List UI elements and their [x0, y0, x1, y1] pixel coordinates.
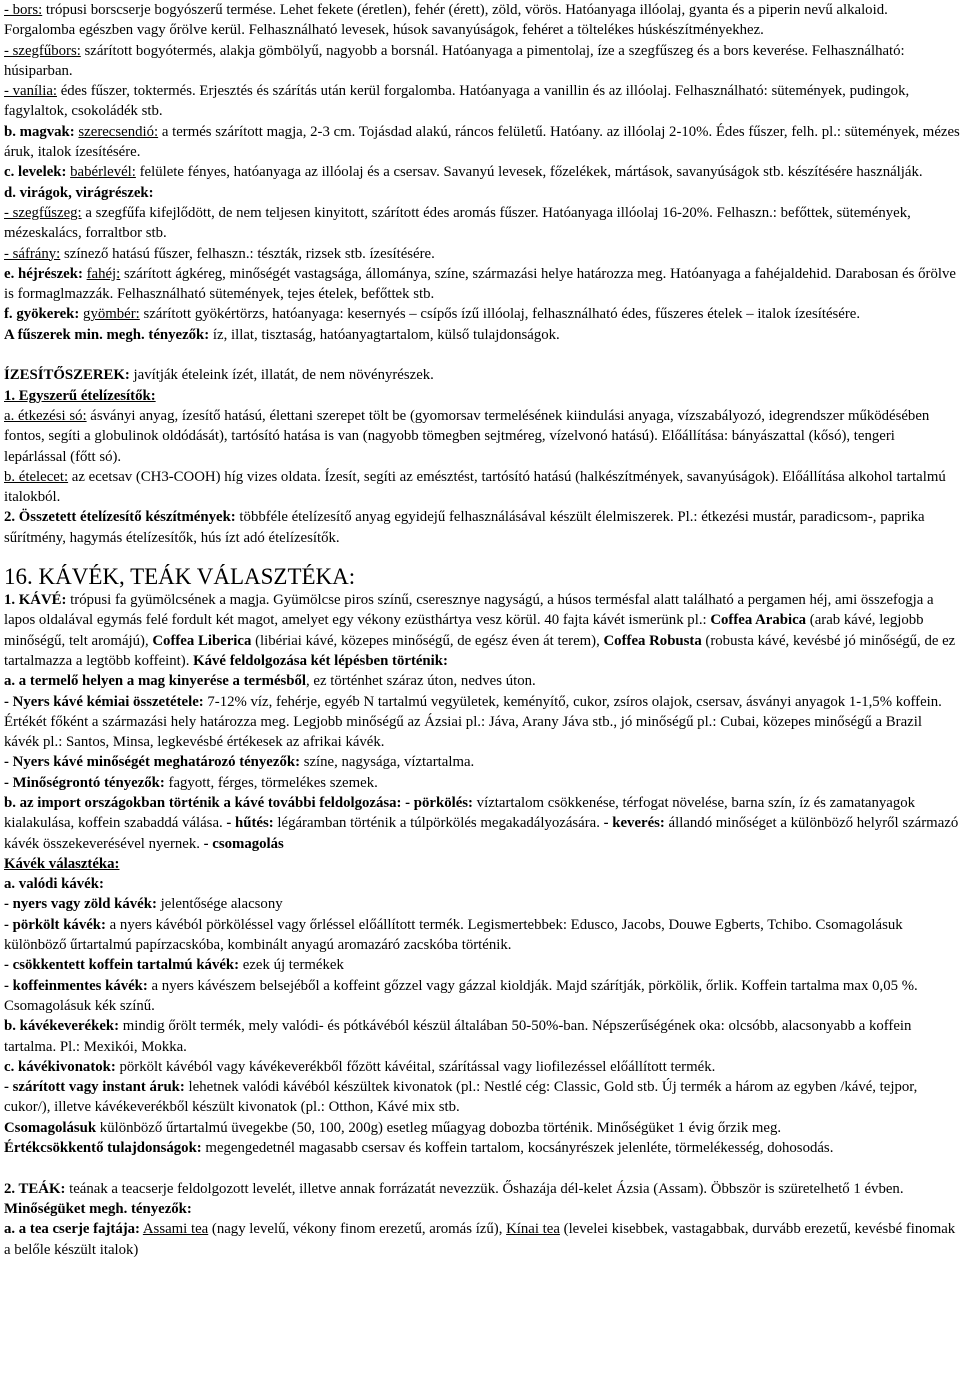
term-szegfubors-link[interactable]: - szegfűbors: — [4, 42, 81, 59]
paragraph-text: (robusta kávé, kevésbé jó minőségű, de ez tartalmazza a legtöbb koffeint). — [4, 632, 956, 669]
paragraph-text: teának a teacserje feldolgozott levelét, illetve annak forrázatát nevezzük. Őshazája dél-kelet Ázsia (Assam). Öbbször is szüretelhető 1 évben. — [65, 1180, 904, 1197]
bold-label: f. gyökerek: — [4, 306, 80, 323]
paragraph-valodi-kavek — [4, 874, 960, 894]
paragraph-text: íz, illat, tisztaság, hatóanyagtartalom, külső tulajdonságok. — [209, 326, 560, 343]
bold-label: a. a tea cserje fajtája: — [4, 1221, 140, 1238]
paragraph-text: ásványi anyag, ízesítő hatású, élettani szerepet tölt be (gyomorsav termelésének kiindulási anyaga, vízszabályozó, idegrendszer működésében fontos, segíti a globulinok oldódását), tartósító hatása is van (nagyobb tömegben sejtméreg, vízelvonó hatású). Előállítása: bányászattal (kősó), tengeri lepárlással (főtt só). — [4, 407, 930, 465]
paragraph-text: (nagy levelű, vékony finom erezetű, aromás ízű), — [208, 1221, 507, 1238]
bold-underlined-label: Kávék választéka: — [4, 855, 120, 872]
paragraph-text: (libériai kávé, közepes minőségű, de egész éven át terem), — [251, 632, 604, 649]
bold-label: b. az import országokban történik a kávé további feldolgozása: - pörkölés: — [4, 794, 473, 811]
spacer — [4, 1158, 960, 1178]
bold-minoseg-tenyezok: Minőségüket megh. tényezők: — [4, 1200, 192, 1217]
paragraph-bors — [4, 0, 960, 41]
paragraph-nyers-kave-minoseg — [4, 752, 960, 772]
paragraph-instant-aruk — [4, 1077, 960, 1118]
paragraph-text: szárított ágkéreg, minőségét vastagsága, állománya, színe, származási helye határozza meg. Hatóanyaga a fahéjaldehid. Darabosan és őrölve is formaglmazzák. Felhasználható sütemények, tejes ételek, befőttek stb. — [4, 265, 956, 303]
bold-label: a. valódi kávék: — [4, 876, 104, 893]
paragraph-text: trópusi fa gyümölcsének a magja. Gyümölcse piros színű, cseresznye nagyságú, a húsos termésfal alatt található a pergamen héj, ami összefogja a lapos oldalával egymás felé fordult két magot, amelyet egy vékony ezüsthártya vesz körül. 40 fajta kávét ismerünk pl.: — [4, 592, 934, 629]
paragraph-nyers-kave-osszetetel — [4, 692, 960, 753]
bold-label: - Nyers kávé kémiai összetétele: — [4, 693, 204, 710]
paragraph-text: színe, nagysága, víztartalma. — [300, 754, 475, 771]
bold-label: 2. TEÁK: — [4, 1180, 66, 1197]
paragraph-text: javítják ételeink ízét, illatát, de nem növényrészek. — [129, 367, 434, 384]
paragraph-minosegronto — [4, 773, 960, 793]
paragraph-text: trópusi borscserje bogyószerű termése. Lehet fekete (éretlen), fehér (érett), zöld, vörös. Hatóanyaga illóolaj, gyanta és a piperin nevű alkaloid. Forgalomba egészben vagy őrölve kerül. Felhasználható levesek, húsok savanyúságok, fehéret a töltelékes húskészítményekhez. — [4, 2, 888, 39]
paragraph-egyszeru-etelizesitok — [4, 386, 960, 406]
paragraph-osszetett-etelizesito — [4, 507, 960, 548]
paragraph-csomagolasuk — [4, 1118, 960, 1138]
paragraph-text: , ez történhet száraz úton, nedves úton. — [306, 673, 536, 690]
bold-label: 2. Összetett ételízesítő készítmények: — [4, 509, 236, 526]
paragraph-etkezesi-so — [4, 406, 960, 467]
paragraph-hejreszek — [4, 264, 960, 305]
paragraph-text: ezek új termékek — [239, 957, 344, 974]
bold-coffea-robusta: Coffea Robusta — [603, 632, 702, 649]
bold-feldolgozas-label: Kávé feldolgozása két lépésben történik: — [193, 652, 448, 669]
paragraph-text: megengedetnél magasabb csersav és koffein tartalom, kocsányrészek jelenléte, törmelékesség, dohosodás. — [201, 1140, 834, 1157]
paragraph-text: (arab kávé, legjobb minőségű, telt aromájú), — [4, 612, 924, 649]
paragraph-text: a nyers kávéból pörköléssel vagy őrléssel előállított termék. Legismertebbek: Edusco, Jacobs, Douwe Egberts, Tchibo. Csomagolásuk különböző űrtartalmú papírzacskóba, kombinált anyagú aromazáró zacskóba történik. — [4, 916, 903, 954]
paragraph-szegfuszeg — [4, 203, 960, 244]
paragraph-text: mindig őrölt termék, mely valódi- és pótkávéból készül általában 50-50%-ban. Népszerűségének oka: olcsóbb, alacsonyabb a koffein tartalma. Pl.: Mexikói, Mokka. — [4, 1018, 912, 1055]
paragraph-termelo-hely — [4, 671, 960, 691]
bold-label: c. kávékivonatok: — [4, 1058, 116, 1075]
term-szerecsendio-link[interactable]: szerecsendió: — [78, 123, 159, 140]
paragraph-csokkentett-koffein — [4, 955, 960, 975]
term-gyomber-link[interactable]: gyömbér: — [83, 306, 140, 323]
bold-label: - koffeinmentes kávék: — [4, 977, 148, 994]
bold-label: a. a termelő helyen a mag kinyerése a termésből — [4, 673, 307, 690]
paragraph-text: fagyott, férges, törmelékes szemek. — [164, 774, 378, 791]
paragraph-tea-cserje-fajtaja — [4, 1219, 960, 1260]
paragraph-text: édes fűszer, toktermés. Erjesztés és szárítás után kerül forgalomba. Hatóanyaga a vanillin és az illóolaj. Felhasználható: sütemények, pudingok, fagylaltok, csokoládék stb. — [4, 83, 910, 120]
spacer — [4, 548, 960, 564]
term-safrany-link[interactable]: - sáfrány: — [4, 245, 61, 262]
bold-keveres: - keverés: — [603, 815, 665, 832]
bold-label: b. kávékeverékek: — [4, 1018, 120, 1035]
paragraph-text: szárított bogyótermés, alakja gömbölyű, nagyobb a borsnál. Hatóanyaga a pimentolaj, íze a szegfűszeg és a bors keverése. Felhasználható: húsiparban. — [4, 42, 905, 79]
term-assami-tea-link[interactable]: Assami tea — [142, 1221, 209, 1238]
paragraph-porkolt-kavek — [4, 915, 960, 956]
paragraph-text: többféle ételízesítő anyag egyidejű felhasználásával készült élelmiszerek. Pl.: étkezési mustár, paradicsom-, paprika sűrítmény, hagymás ételízesítők, hús ízt adó ételízesítők. — [4, 509, 925, 546]
paragraph-magvak — [4, 122, 960, 163]
paragraph-text: pörkölt kávéból vagy kávékeverékből főzött kávéital, szárítással vagy liofilezéssel előállított termék. — [115, 1058, 716, 1075]
term-fahej-link[interactable]: fahéj: — [86, 265, 121, 282]
bold-label: Értékcsökkentő tulajdonságok: — [4, 1140, 202, 1157]
bold-label: - Minőségrontó tényezők: — [4, 774, 165, 791]
paragraph-ertekcsokkento — [4, 1138, 960, 1158]
paragraph-etelecet — [4, 467, 960, 508]
paragraph-text: 7-12% víz, fehérje, egyéb N tartalmú vegyületek, keményítő, cukor, zsíros olajok, csersav, ásványi anyagok 1-1,5% koffein. Értékét főként a származási hely határozza meg. Legjobb minőségű az Ázsiai pl.: Jáva, Arany Jáva stb., jó minőségű pl.: Cubai, közepes minőségű a Brazil kávék pl.: Santos, Minsa, legkevésbé értékesek az afrikai kávék. — [4, 693, 942, 751]
section-heading: 16. KÁVÉK, TEÁK VÁLASZTÉKA: — [4, 564, 356, 590]
paragraph-text: a szegfűfa kifejlődött, de nem teljesen kinyitott, szárított édes aromás fűszer. Hatóanyaga illóolaj 16-20%. Felhaszn.: befőttek, sütemények, mézeskalács, forraltbor stb. — [4, 204, 911, 242]
bold-coffea-arabica: Coffea Arabica — [710, 612, 807, 629]
paragraph-text: lehetnek valódi kávéból készültek kivonatok (pl.: Nestlé cég: Classic, Gold stb. Új termék a három az egyben /kávé, tejpor, cukor/), illetve kávékeverékből készült kivonatok (pl.: Otthon, Kávé mix stb. — [4, 1079, 918, 1116]
bold-underlined-label: 1. Egyszerű ételízesítők: — [4, 387, 156, 404]
paragraph-text: légáramban történik a túlpörkölés megakadályozására. — [273, 815, 604, 832]
paragraph-fuszerek-tenyezok — [4, 325, 960, 345]
paragraph-text: különböző űrtartalmú üvegekbe (50, 100, 200g) esetleg műagyag dobozba történik. Minőségüket 1 évig őrzik meg. — [96, 1119, 782, 1136]
paragraph-text: az ecetsav (CH3-COOH) híg vizes oldata. Ízesít, segíti az emésztést, tartósító hatású (halkészítmények, savanyúságok). Előállítása alkohol tartalmú italokból. — [4, 468, 946, 506]
bold-label: - szárított vagy instant áruk: — [4, 1079, 185, 1096]
paragraph-levelek — [4, 162, 960, 182]
bold-label: 1. KÁVÉ: — [4, 592, 67, 609]
paragraph-safrany — [4, 244, 960, 264]
bold-coffea-liberica: Coffea Liberica — [152, 632, 252, 649]
paragraph-koffeinmentes — [4, 976, 960, 1017]
term-vanilia-link[interactable]: - vanília: — [4, 83, 58, 100]
bold-label: Csomagolásuk — [4, 1119, 97, 1136]
paragraph-import-feldolgozas — [4, 793, 960, 854]
paragraph-nyers-zold-kavek — [4, 894, 960, 914]
paragraph-text: színező hatású fűszer, felhaszn.: tészták, rizsek stb. ízesítésére. — [60, 245, 435, 262]
bold-label: b. magvak: — [4, 123, 75, 140]
bold-label: A fűszerek min. megh. tényezők: — [4, 326, 210, 343]
paragraph-text: jelentősége alacsony — [156, 896, 283, 913]
paragraph-text: szárított gyökértörzs, hatóanyaga: kesernyés – csípős ízű illóolaj, felhasználható édes, fűszeres ételek – italok ízesítésére. — [139, 306, 861, 323]
paragraph-gyokerek — [4, 304, 960, 324]
term-etelecet-link[interactable]: b. ételecet: — [4, 468, 69, 485]
paragraph-text: (levelei kisebbek, vastagabbak, durvább erezetű, kevésbé finomak a belőle készült italok) — [4, 1221, 956, 1258]
bold-label: - csökkentett koffein tartalmú kávék: — [4, 957, 240, 974]
paragraph-izesitoszerek — [4, 365, 960, 385]
term-kinai-tea-link[interactable]: Kínai tea — [506, 1221, 560, 1238]
bold-label: - Nyers kávé minőségét meghatározó tényezők: — [4, 754, 301, 771]
paragraph-text: felülete fényes, hatóanyaga az illóolaj és a csersav. Savanyú levesek, főzelékek, mártások, savanyúságok stb. készítésére használják. — [135, 164, 923, 181]
term-bors-link[interactable]: - bors: — [4, 2, 43, 18]
paragraph-vanilia — [4, 81, 960, 122]
paragraph-kavekeverekek — [4, 1016, 960, 1057]
paragraph-teak — [4, 1179, 960, 1220]
paragraph-text: víztartalom csökkenése, térfogat növelése, barna szín, íz és zamatanyagok kialakulása, koffein szabaddá válása. — [4, 794, 916, 832]
term-szegfuszeg-link[interactable]: - szegfűszeg: — [4, 204, 82, 221]
paragraph-text: állandó minőséget a különböző helyről származó kávék összekeverésével nyernek. — [4, 815, 959, 852]
paragraph-text: a nyers kávészem belsejéből a koffeint gőzzel vagy gázzal kioldják. Majd szárítják, pörkölik, őrlik. Koffein tartalma max 0,05 %. Csomagolásuk kék színű. — [4, 977, 918, 1014]
bold-label: - pörkölt kávék: — [4, 916, 106, 933]
paragraph-kavek-valaszteka — [4, 854, 960, 874]
spacer — [4, 345, 960, 365]
bold-label: ÍZESÍTŐSZEREK: — [4, 367, 130, 384]
bold-label: e. héjrészek: — [4, 265, 83, 282]
paragraph-kavekivonatok — [4, 1057, 960, 1077]
term-baberlevel-link[interactable]: babérlevél: — [70, 164, 136, 181]
bold-label: - nyers vagy zöld kávék: — [4, 896, 157, 913]
term-etkezesi-so-link[interactable]: a. étkezési só: — [4, 407, 87, 424]
paragraph-szegfubors — [4, 41, 960, 82]
bold-label: c. levelek: — [4, 164, 67, 181]
bold-csomagolas: - csomagolás — [203, 835, 284, 852]
paragraph-viragok — [4, 183, 960, 203]
bold-hutes: - hűtés: — [226, 815, 274, 832]
paragraph-text: a termés szárított magja, 2-3 cm. Tojásdad alakú, ráncos felületű. Hatóany. az illóolaj 2-10%. Édes fűszer, felh. pl.: sütemények, mézes áruk, italok ízesítésére. — [4, 123, 960, 161]
paragraph-kave — [4, 590, 960, 671]
bold-label: d. virágok, virágrészek: — [4, 184, 154, 201]
